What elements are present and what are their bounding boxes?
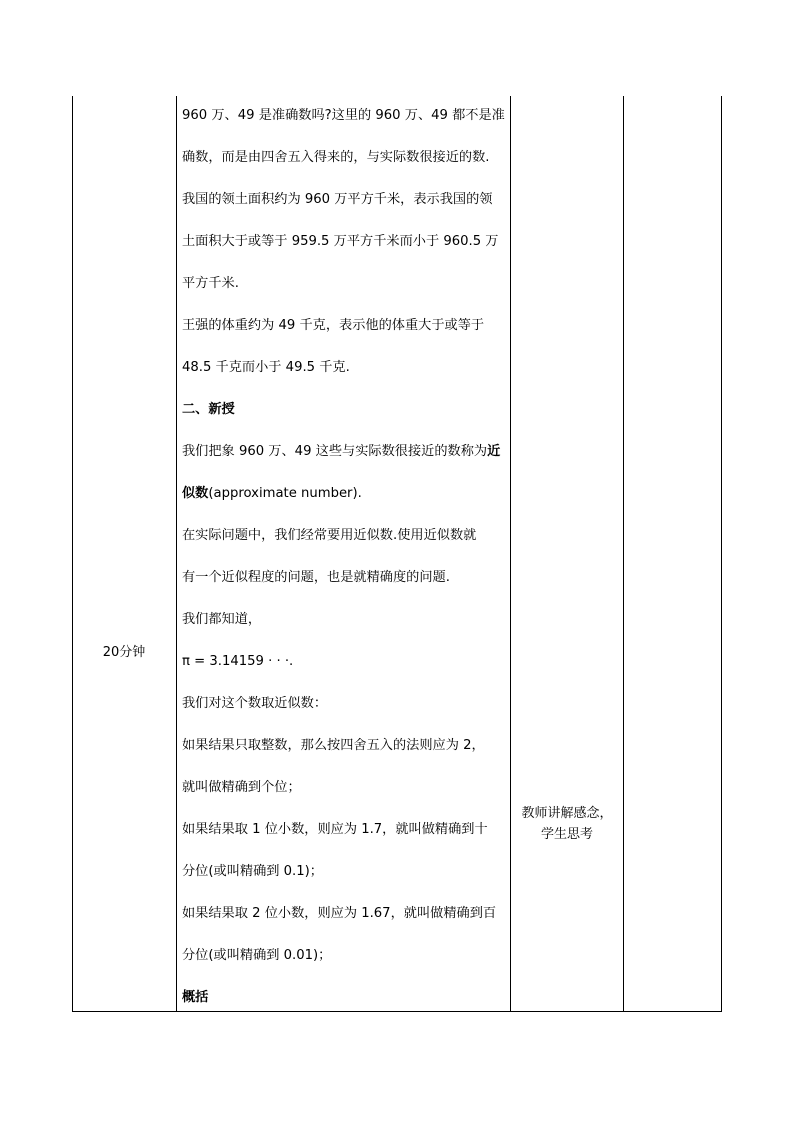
content-line: 我国的领土面积约为 960 万平方千米，表示我国的领	[182, 192, 493, 207]
content-line: 有一个近似程度的问题，也是就精确度的问题.	[182, 570, 450, 585]
content-line: 960 万、49 是准确数吗?这里的 960 万、49 都不是准	[182, 108, 505, 123]
content-line: 如果结果取 1 位小数，则应为 1.7，就叫做精确到十	[182, 822, 488, 837]
method-line-1: 教师讲解感念，	[521, 806, 613, 821]
method-text	[511, 803, 623, 845]
empty-cell	[624, 96, 721, 1012]
content-line: 48.5 千克而小于 49.5 千克.	[182, 360, 350, 375]
table-divider-1	[176, 96, 177, 1012]
content-line: 分位(或叫精确到 0.01)；	[182, 948, 332, 963]
content-line-definition-cont	[182, 484, 512, 504]
content-line-definition	[182, 442, 512, 462]
time-cell	[72, 96, 176, 1012]
content-line: 确数，而是由四舍五入得来的，与实际数很接近的数.	[182, 150, 490, 165]
section-heading-summary: 概括	[182, 990, 209, 1005]
pi-formula: π = 3.14159 · · ·.	[182, 654, 294, 669]
content-line: 我们对这个数取近似数：	[182, 696, 328, 711]
table-border-right	[721, 96, 722, 1012]
content-line: 如果结果取 2 位小数，则应为 1.67，就叫做精确到百	[182, 906, 497, 921]
content-line: 在实际问题中，我们经常要用近似数.使用近似数就	[182, 528, 477, 543]
content-line: 王强的体重约为 49 千克，表示他的体重大于或等于	[182, 318, 485, 333]
method-cell	[511, 96, 623, 1012]
method-line-2: 学生思考	[540, 827, 593, 842]
content-line: 平方千米.	[182, 276, 239, 291]
content-line: 分位(或叫精确到 0.1)；	[182, 864, 323, 879]
definition-term-part-1: 近	[487, 444, 501, 459]
definition-text: 我们把象 960 万、49 这些与实际数很接近的数称为	[182, 444, 488, 459]
content-line: 我们都知道，	[182, 612, 262, 627]
section-heading-new-lesson: 二、新授	[182, 402, 235, 417]
content-line: 如果结果只取整数，那么按四舍五入的法则应为 2，	[182, 738, 485, 753]
content-line: 就叫做精确到个位；	[182, 780, 301, 795]
definition-english: (approximate number).	[208, 486, 362, 501]
content-line: 土面积大于或等于 959.5 万平方千米而小于 960.5 万	[182, 234, 499, 249]
time-label: 20分钟	[102, 644, 146, 660]
definition-term-part-2: 似数	[182, 486, 209, 501]
